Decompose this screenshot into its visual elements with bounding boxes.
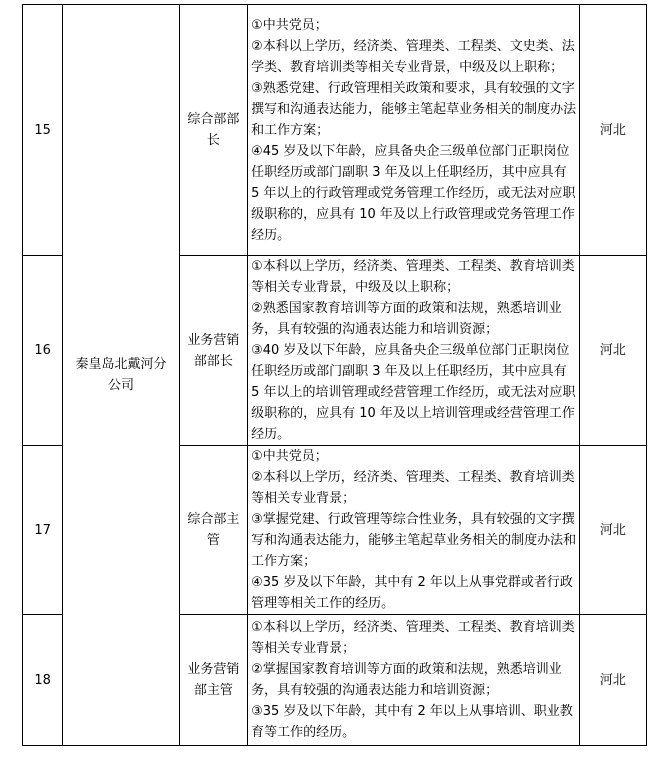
location: 河北: [579, 615, 646, 746]
requirement-item: ③掌握党建、行政管理等综合性业务，具有较强的文字撰写和沟通表达能力，能够主笔起草业务相关的制度办法和工作方案；: [251, 512, 577, 569]
post-title: 综合部部长: [179, 5, 247, 256]
requirement-item: ③35 岁及以下年龄，其中有 2 年以上从事培训、职业教育等工作的经历。: [251, 704, 573, 740]
requirement-item: ④45 岁及以下年龄，应具备央企三级单位部门正职岗位任职经历或部门副职 3 年及以上任职经历，其中应具有 5 年以上的行政管理或党务管理工作经历，或无法对应职级职称的，应具有 10 年及以上行政管理或党务管理工作经历。: [251, 143, 576, 243]
table-row: [23, 5, 647, 256]
row-number: 17: [23, 446, 63, 615]
requirement-item: ①本科以上学历，经济类、管理类、工程类、教育培训类等相关专业背景；: [251, 620, 575, 656]
unit-name: 秦皇岛北戴河分公司: [63, 5, 180, 746]
location: 河北: [579, 446, 646, 615]
recruitment-table: [22, 4, 647, 746]
row-number: 16: [23, 256, 63, 446]
post-title: 业务营销部主管: [179, 615, 247, 746]
requirement-item: ①本科以上学历，经济类、管理类、工程类、教育培训类等相关专业背景，中级及以上职称；: [251, 259, 575, 295]
requirement-item: ①中共党员；: [251, 17, 328, 33]
requirements-cell: [248, 5, 580, 256]
location: 河北: [579, 5, 646, 256]
requirement-item: ④35 岁及以下年龄，其中有 2 年以上从事党群或者行政管理等相关工作的经历。: [251, 575, 573, 611]
requirement-item: ③40 岁及以下年龄，应具备央企三级单位部门正职岗位任职经历或部门副职 3 年及以上任职经历，其中应具有 5 年以上的培训管理或经营管理工作经历，或无法对应职级职称的，应具有 10 年及以上培训管理或经营管理工作经历。: [251, 343, 576, 442]
requirement-item: ②本科以上学历，经济类、管理类、工程类、教育培训类等相关专业背景；: [251, 470, 575, 506]
post-title: 综合部主管: [179, 446, 247, 615]
requirement-item: ③熟悉党建、行政管理相关政策和要求，具有较强的文字撰写和沟通表达能力，能够主笔起草业务相关的制度办法和工作方案；: [251, 80, 577, 138]
requirements-cell: [248, 256, 580, 446]
requirement-item: ②熟悉国家教育培训等方面的政策和法规，熟悉培训业务，具有较强的沟通表达能力和培训资源；: [251, 301, 562, 337]
requirement-item: ①中共党员；: [251, 449, 328, 464]
row-number: 18: [23, 615, 63, 746]
requirement-item: ②本科以上学历，经济类、管理类、工程类、文史类、法学类、教育培训类等相关专业背景，中级及以上职称；: [251, 38, 575, 75]
requirement-item: ②掌握国家教育培训等方面的政策和法规，熟悉培训业务，具有较强的沟通表达能力和培训资源；: [251, 662, 562, 698]
requirements-cell: [248, 615, 580, 746]
location: 河北: [579, 256, 646, 446]
requirements-cell: [248, 446, 580, 615]
row-number: 15: [23, 5, 63, 256]
post-title: 业务营销部部长: [179, 256, 247, 446]
